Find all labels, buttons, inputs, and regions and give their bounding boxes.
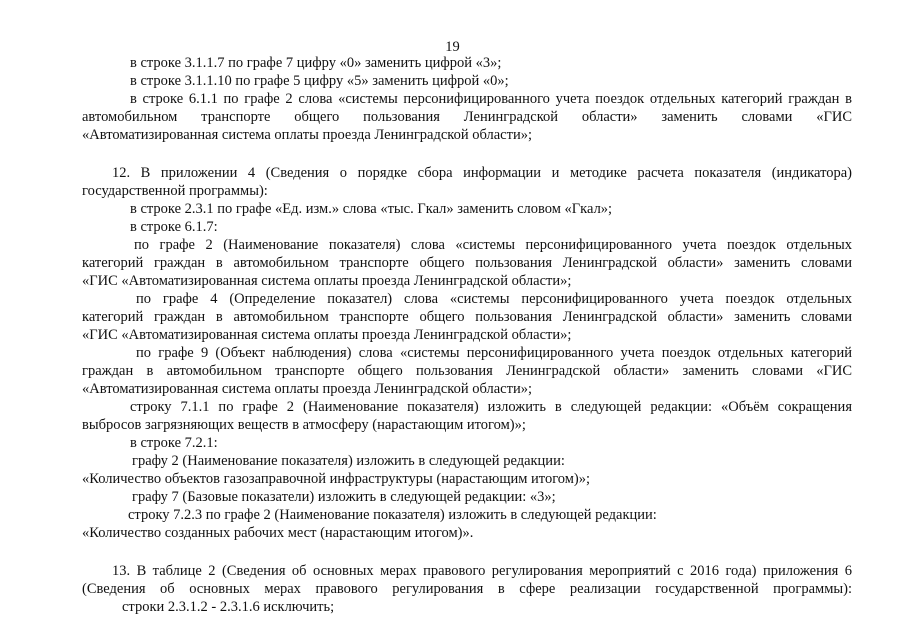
text-line: государственной программы):	[82, 183, 268, 199]
text-line: в строке 7.2.1:	[130, 435, 218, 451]
text-line: в строке 3.1.1.10 по графе 5 цифру «5» заменить цифрой «0»;	[130, 73, 509, 89]
page-number: 19	[445, 39, 460, 55]
text-line: строку 7.2.3 по графе 2 (Наименование показателя) изложить в следующей редакции:	[128, 507, 657, 523]
text-line: 13. В таблице 2 (Сведения об основных мерах правового регулирования мероприятий с 2016 года) приложения 6	[112, 563, 852, 579]
text-line: «Количество созданных рабочих мест (нарастающим итогом)».	[82, 525, 474, 541]
text-line: по графе 4 (Определение показател) слова «системы персонифицированного учета поездок отдельных	[136, 291, 852, 307]
text-line: «Автоматизированная система оплаты проезда Ленинградской области»;	[82, 127, 532, 143]
text-line: граждан в автомобильном транспорте общего пользования Ленинградской области» заменить словами «ГИС	[82, 363, 852, 379]
text-line: строки 2.3.1.2 - 2.3.1.6 исключить;	[122, 599, 335, 615]
paragraph-gap	[82, 144, 852, 164]
text-line: категорий граждан в автомобильном транспорте общего пользования Ленинградской области» заменить словами	[82, 309, 852, 325]
text-line: по графе 2 (Наименование показателя) слова «системы персонифицированного учета поездок отдельных	[134, 237, 852, 253]
text-line: «ГИС «Автоматизированная система оплаты проезда Ленинградской области»;	[82, 327, 572, 343]
text-line: «ГИС «Автоматизированная система оплаты проезда Ленинградской области»;	[82, 273, 572, 289]
text-line: строку 7.1.1 по графе 2 (Наименование показателя) изложить в следующей редакции: «Объём сокращения	[130, 399, 852, 415]
text-line: 12. В приложении 4 (Сведения о порядке сбора информации и методике расчета показателя (индикатора)	[112, 165, 852, 181]
text-line: в строке 3.1.1.7 по графе 7 цифру «0» заменить цифрой «3»;	[130, 55, 502, 71]
text-line: в строке 6.1.1 по графе 2 слова «системы персонифицированного учета поездок отдельных категорий граждан в	[130, 91, 852, 107]
text-line: категорий граждан в автомобильном транспорте общего пользования Ленинградской области» заменить словами	[82, 255, 852, 271]
text-line: (Сведения об основных мерах правового регулирования в сфере реализации государственной программы):	[82, 581, 852, 597]
text-line: графу 7 (Базовые показатели) изложить в следующей редакции: «3»;	[132, 489, 556, 505]
document-body	[82, 54, 852, 616]
text-line: автомобильном транспорте общего пользования Ленинградской области» заменить словами «ГИС	[82, 109, 852, 125]
text-line: в строке 2.3.1 по графе «Ед. изм.» слова «тыс. Гкал» заменить словом «Гкал»;	[130, 201, 613, 217]
text-line: «Автоматизированная система оплаты проезда Ленинградской области»;	[82, 381, 532, 397]
text-line: графу 2 (Наименование показателя) изложить в следующей редакции:	[132, 453, 565, 469]
text-line: по графе 9 (Объект наблюдения) слова «системы персонифицированного учета поездок отдельных категорий	[136, 345, 852, 361]
text-line: выбросов загрязняющих веществ в атмосферу (нарастающим итогом)»;	[82, 417, 526, 433]
paragraph-gap	[82, 542, 852, 562]
text-line: «Количество объектов газозаправочной инфраструктуры (нарастающим итогом)»;	[82, 471, 591, 487]
text-line: в строке 6.1.7:	[130, 219, 218, 235]
